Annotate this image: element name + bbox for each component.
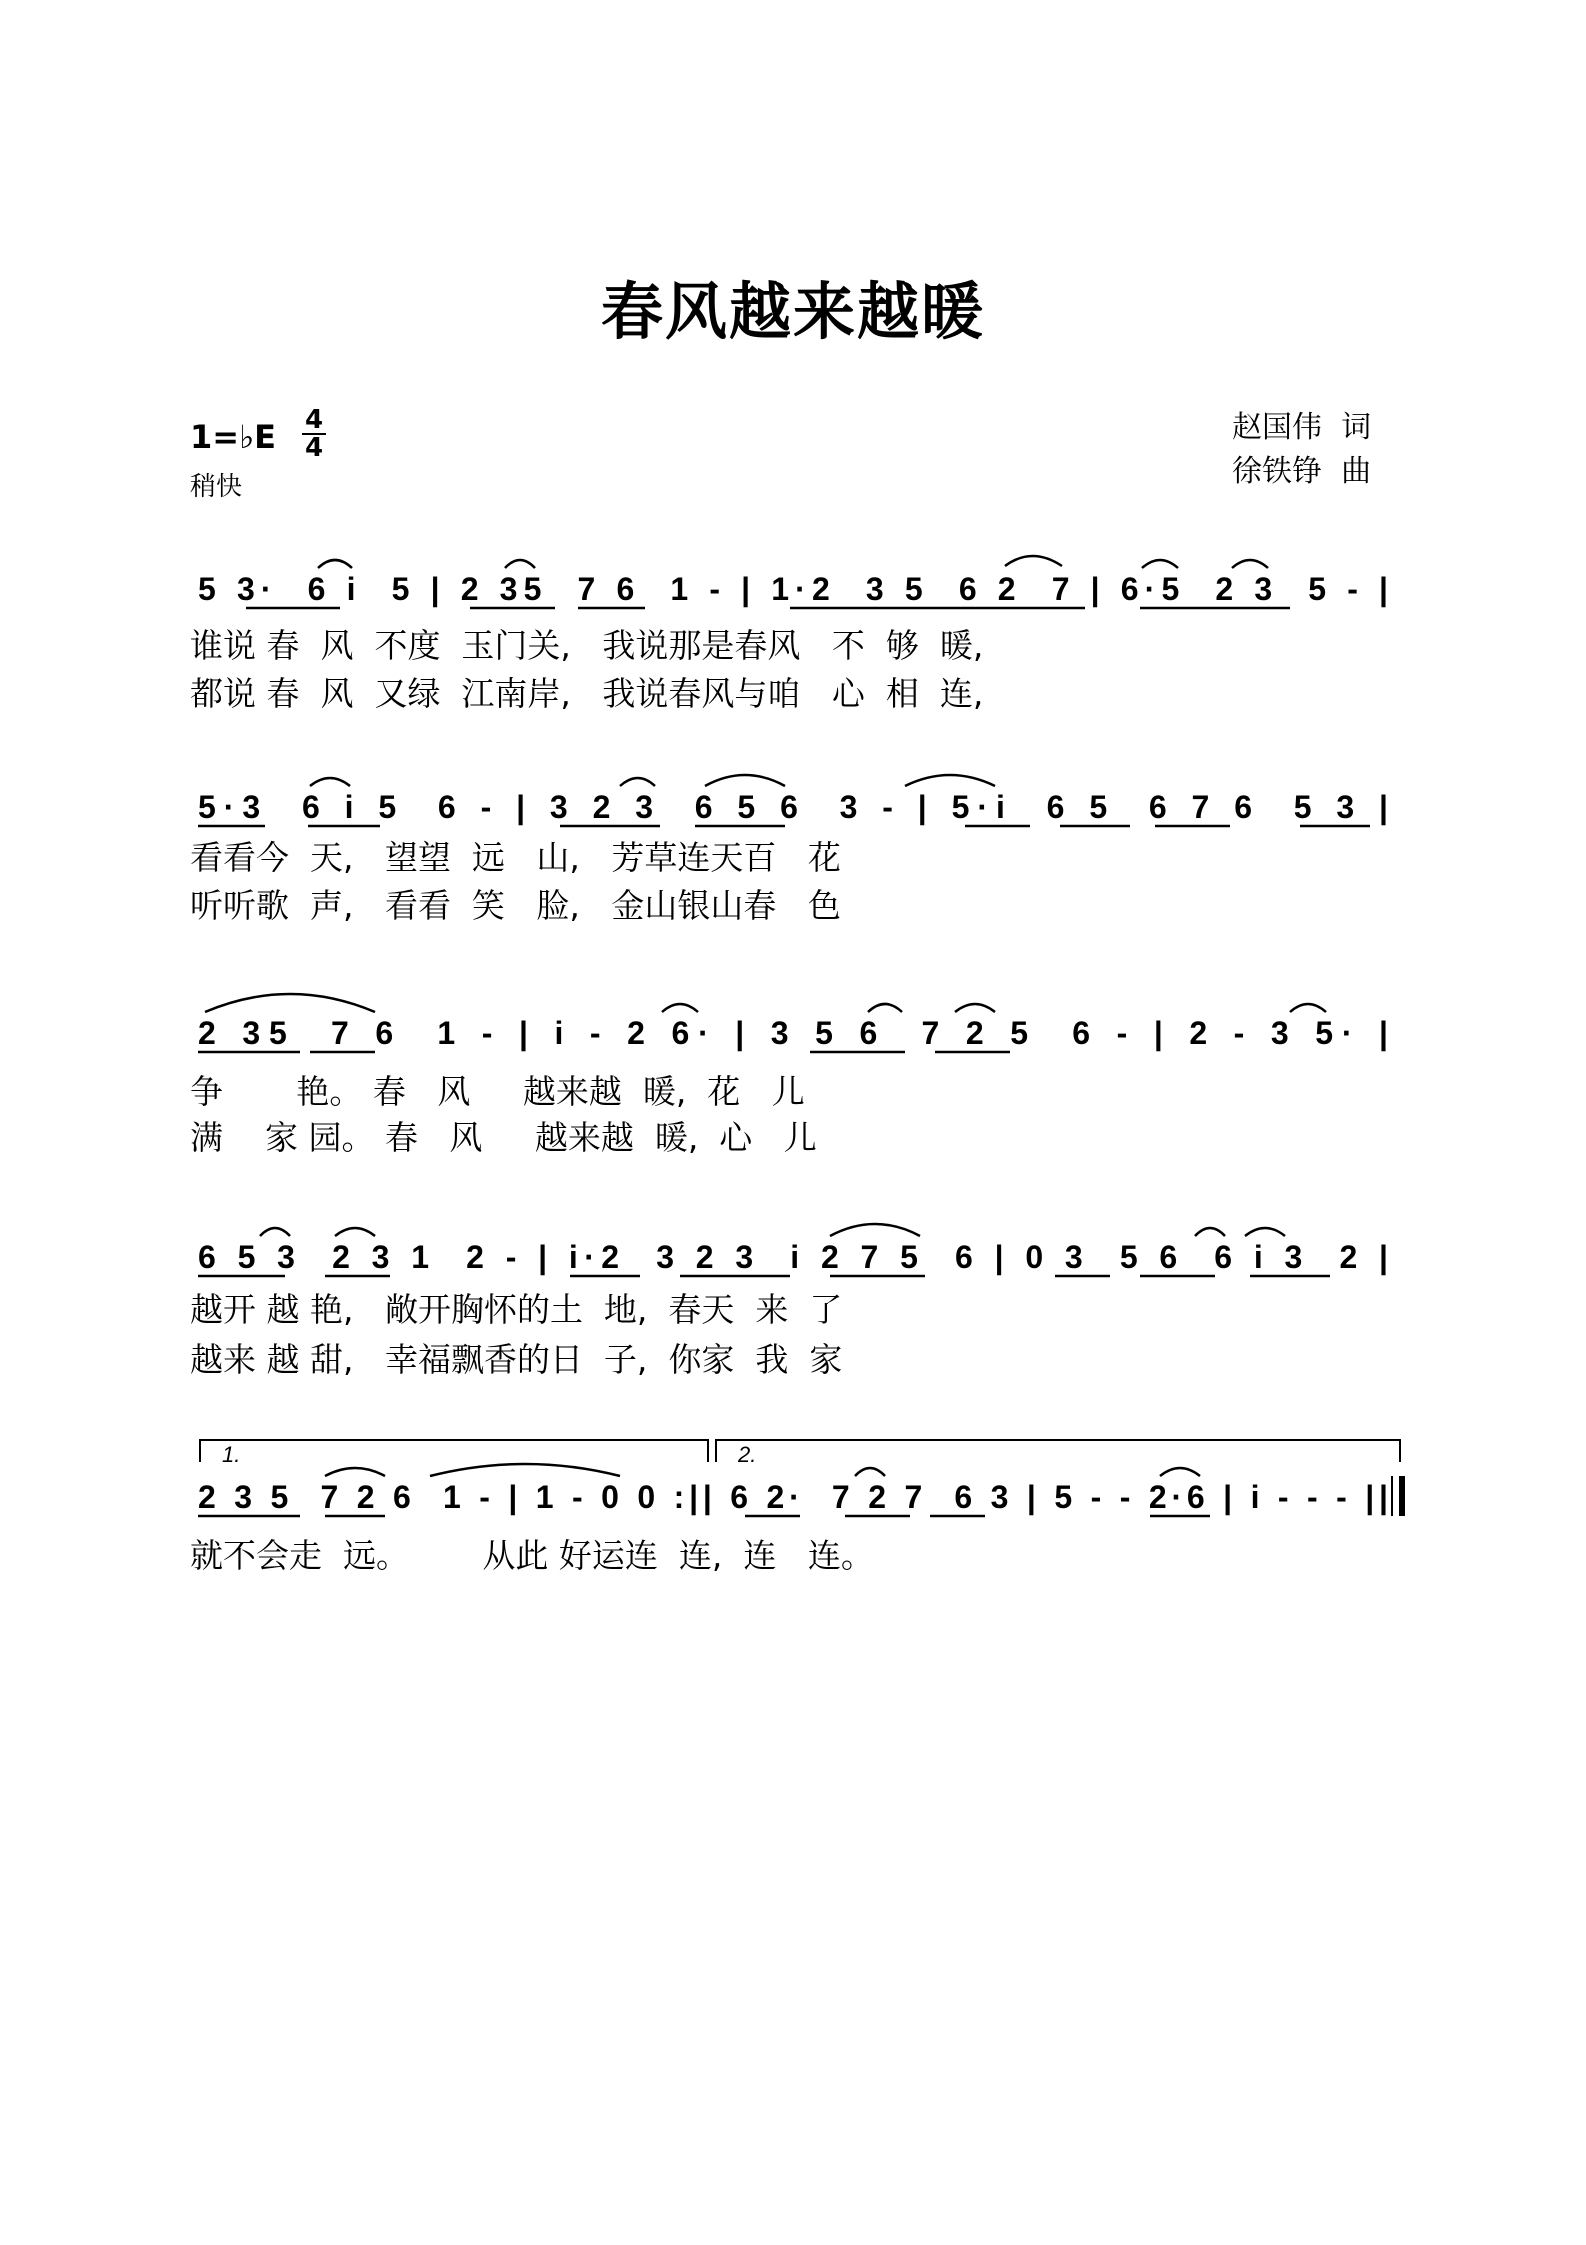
lyrics-line-5-1: 就不会走 远。 从此 好运连 连, 连 连。 (190, 1536, 874, 1575)
lyrics-line-4-1: 越开 越 艳, 敞开胸怀的土 地, 春天 来 了 (190, 1290, 843, 1329)
time-beats: 4 (304, 405, 324, 435)
notes-system-2: 5·3 6 i 5 6 - | 3 2 3 6 5 6 3 - | 5·i 6 5 6 7 6 5 3 | (198, 789, 1389, 825)
tempo-marking: 稍快 (190, 472, 243, 502)
volta-brackets (200, 1440, 1400, 1462)
lyrics-line-3-2: 满 家 园。 春 风 越来越 暖, 心 儿 (190, 1118, 817, 1157)
song-title: 春风越来越暖 (600, 275, 985, 348)
lyrics-line-3-1: 争 艳。 春 风 越来越 暖, 花 儿 (190, 1072, 805, 1111)
notes-system-4: 6 5 3 2 3 1 2 - | i·2 3 2 3 i 2 7 5 6 | 0 3 5 6 6 i 3 2 | (198, 1239, 1388, 1275)
final-barline (1392, 1476, 1402, 1516)
time-unit: 4 (304, 433, 324, 463)
lyricist-credit: 赵国伟 词 (1232, 410, 1372, 445)
rhythm-underlines (198, 608, 1370, 1516)
notes-system-1: 5 3· 6 i 5 | 2 35 7 6 1 - | 1·2 3 5 6 2 7 | 6·5 2 3 5 - | (198, 571, 1388, 607)
volta-1-label: 1. (222, 1442, 241, 1467)
lyrics-line-2-2: 听听歌 声, 看看 笑 脸, 金山银山春 色 (190, 886, 841, 925)
lyrics-line-2-1: 看看今 天, 望望 远 山, 芳草连天百 花 (190, 838, 841, 877)
notes-system-3: 2 35 7 6 1 - | i - 2 6· | 3 5 6 7 2 5 6 - | 2 - 3 5· | (198, 1015, 1388, 1051)
lyrics-line-1-1: 谁说 春 风 不度 玉门关, 我说那是春风 不 够 暖, (190, 626, 984, 665)
lyrics-line-1-2: 都说 春 风 又绿 江南岸, 我说春风与咱 心 相 连, (190, 674, 984, 713)
notes-system-5: 2 3 5 7 2 6 1 - | 1 - 0 0 :|| 6 2· 7 2 7 6 3 | 5 - - 2·6 | i - - - || (198, 1479, 1389, 1515)
volta-2-label: 2. (738, 1442, 757, 1467)
composer-credit: 徐铁铮 曲 (1232, 454, 1372, 489)
key-label: 1=♭E (190, 418, 277, 456)
lyrics-line-4-2: 越来 越 甜, 幸福飘香的日 子, 你家 我 家 (190, 1340, 843, 1379)
